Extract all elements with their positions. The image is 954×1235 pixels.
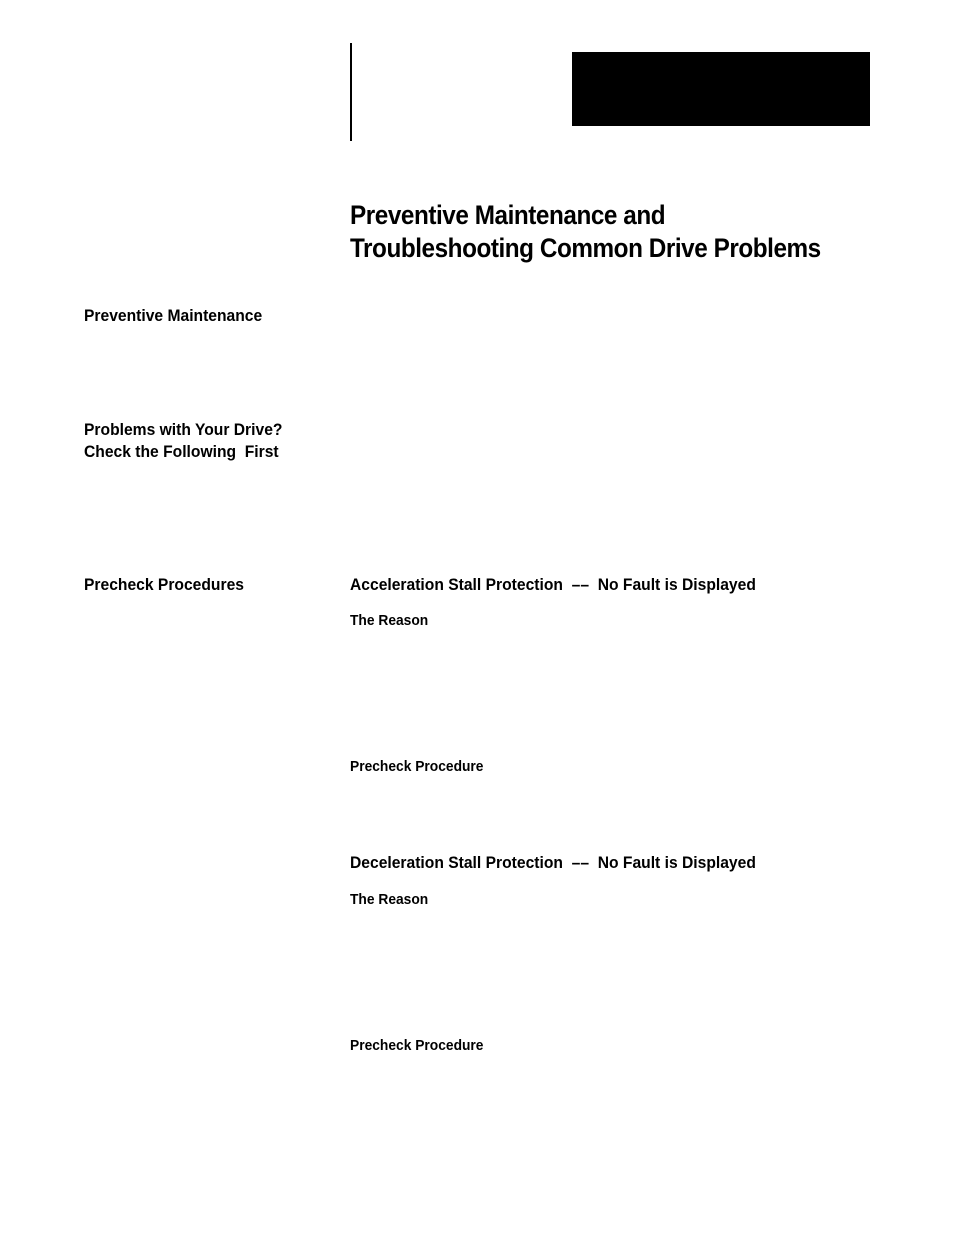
- section-heading-deceleration-stall: Deceleration Stall Protection –– No Fault is Displayed: [350, 853, 756, 872]
- sidebar-heading-problems: [84, 419, 323, 463]
- chapter-tab-block: [572, 52, 870, 126]
- subheading-precheck-procedure-1: Precheck Procedure: [350, 758, 484, 775]
- sidebar-heading-problems-line-2: Check the Following First: [84, 442, 279, 461]
- subheading-precheck-procedure-2: Precheck Procedure: [350, 1037, 484, 1054]
- page-title-line-1: Preventive Maintenance and: [350, 200, 666, 230]
- subheading-reason-2: The Reason: [350, 891, 429, 908]
- subheading-reason-1: The Reason: [350, 612, 429, 629]
- sidebar-heading-precheck-procedures: Precheck Procedures: [84, 575, 244, 594]
- page-title-line-2: Troubleshooting Common Drive Problems: [350, 233, 821, 263]
- sidebar-heading-preventive-maintenance: Preventive Maintenance: [84, 306, 263, 325]
- page-title: [350, 199, 854, 265]
- header-divider-line: [350, 43, 352, 141]
- sidebar-heading-problems-line-1: Problems with Your Drive?: [84, 420, 283, 439]
- section-heading-acceleration-stall: Acceleration Stall Protection –– No Fault is Displayed: [350, 575, 756, 594]
